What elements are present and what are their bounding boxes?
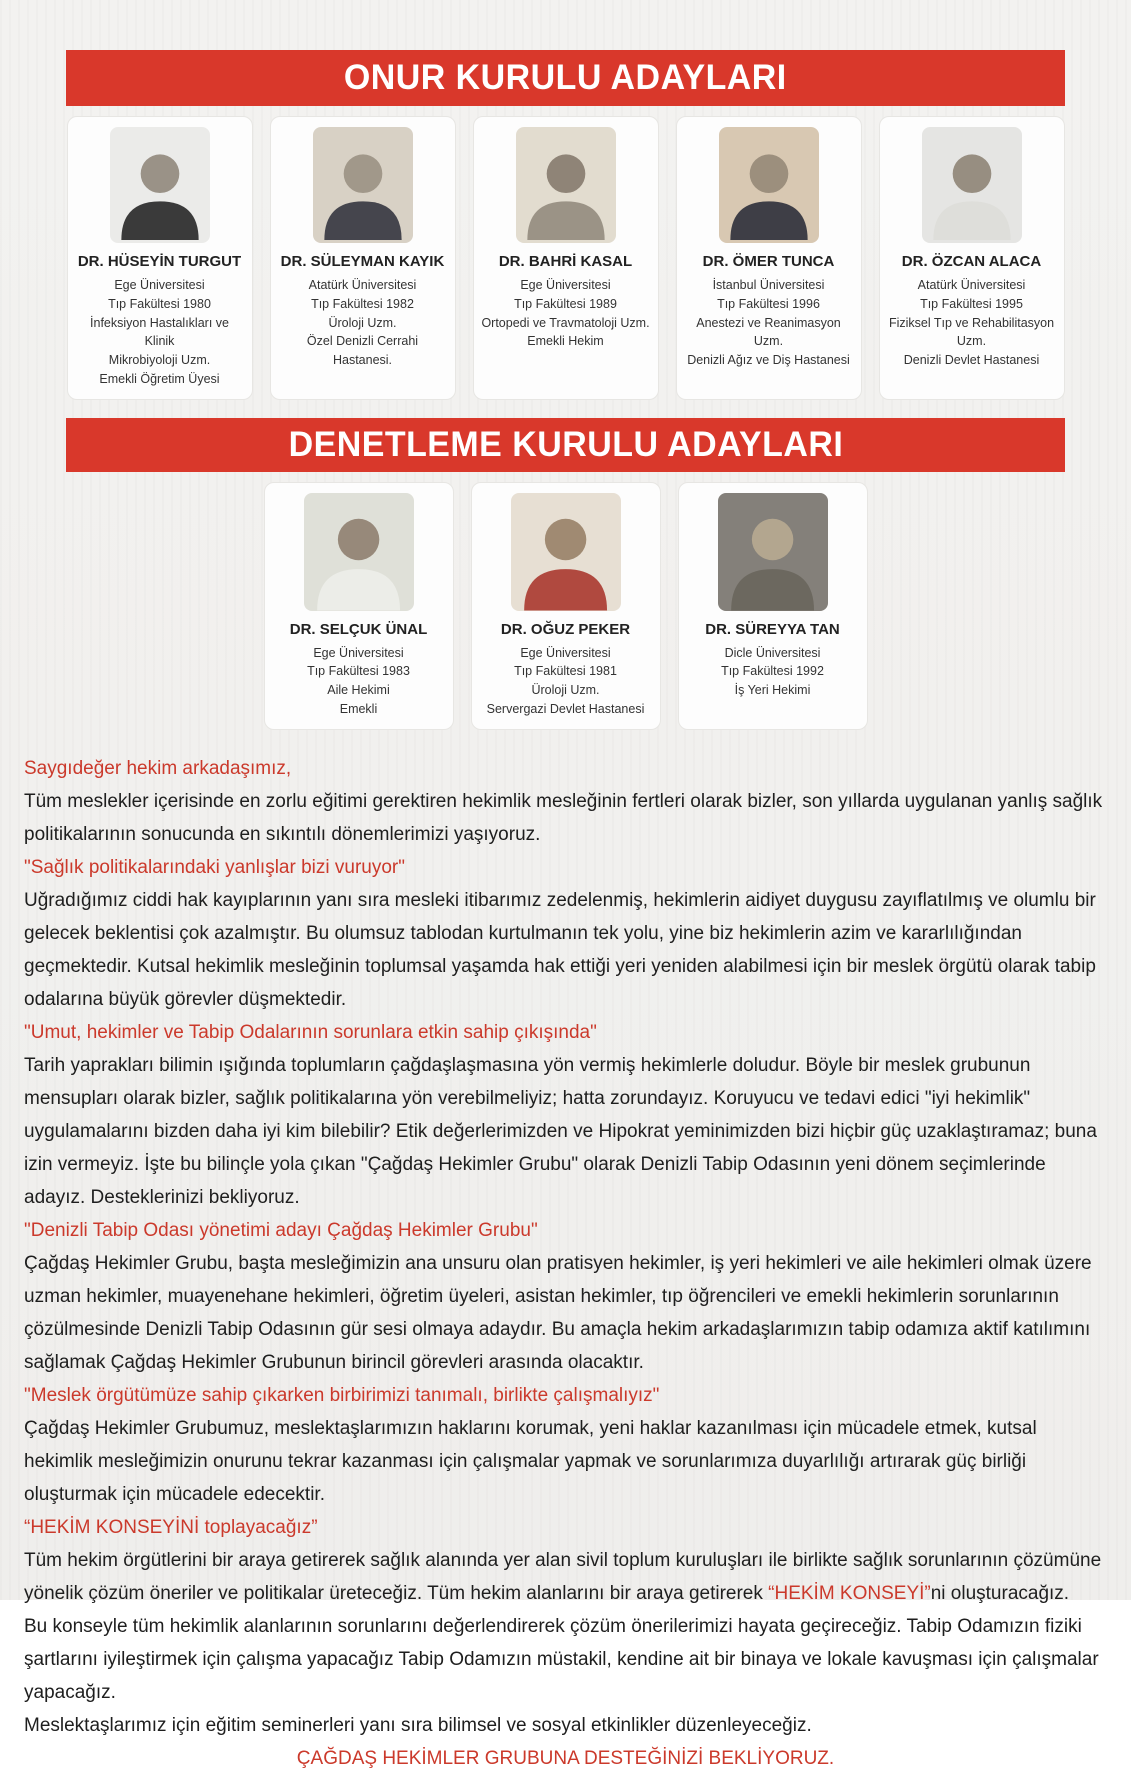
honor-board-banner <box>66 50 1065 106</box>
candidate-detail-line: Emekli Öğretim Üyesi <box>99 371 220 386</box>
candidate-detail-line: Denizli Ağız ve Diş Hastanesi <box>687 353 850 367</box>
candidate-card <box>270 116 456 400</box>
candidate-detail-line: Ege Üniversitesi <box>313 645 404 660</box>
candidate-details <box>683 276 855 370</box>
red-emphasis: “HEKİM KONSEYİ” <box>768 1582 931 1604</box>
candidate-detail-line: Tıp Fakültesi 1995 <box>920 296 1023 311</box>
person-silhouette-icon <box>723 136 815 243</box>
letter-heading: "Sağlık politikalarındaki yanlışlar bizi vuruyor" <box>24 856 405 878</box>
letter-heading: "Meslek örgütümüze sahip çıkarken birbirimizi tanımalı, birlikte çalışmalıyız" <box>24 1384 660 1406</box>
candidate-details <box>307 644 410 719</box>
letter-heading: "Denizli Tabip Odası yönetimi adayı Çağdaş Hekimler Grubu" <box>24 1219 538 1241</box>
candidate-card <box>879 116 1065 400</box>
candidate-detail-line: Anestezi ve Reanimasyon Uzm. <box>696 315 841 349</box>
candidate-photo <box>516 127 616 243</box>
candidate-detail-line: Üroloji Uzm. <box>531 683 600 697</box>
candidate-name: DR. SÜREYYA TAN <box>705 620 840 638</box>
letter <box>24 752 1107 1775</box>
person-silhouette-icon <box>308 502 409 611</box>
candidate-detail-line: Atatürk Üniversitesi <box>917 278 1026 292</box>
candidate-photo <box>110 127 210 243</box>
candidate-card <box>264 482 454 730</box>
honor-board-candidates-row <box>0 116 1131 400</box>
letter-heading: “HEKİM KONSEYİNİ toplayacağız” <box>24 1516 318 1538</box>
letter-paragraph: Tüm hekim örgütlerini bir araya getirerek sağlık alanında yer alan sivil toplum kuruluşları ile birlikte sağlık sorunlarının çözümüne yönelik çözüm öneriler ve politikalar üreteceğiz. Tüm hekim alanlarını bir araya getirerek “HEKİM KONSEYİ”ni oluşturacağız. <box>24 1549 1102 1604</box>
person-silhouette-icon <box>520 136 612 243</box>
candidate-detail-line: Tıp Fakültesi 1983 <box>307 664 410 679</box>
letter-paragraph: Tüm meslekler içerisinde en zorlu eğitimi gerektiren hekimlik mesleğinin fertleri olarak bizler, son yıllarda uygulanan yanlış sağlık politikalarının sonucunda en sıkıntılı dönemlerimizi yaşıyoruz. <box>24 790 1103 845</box>
candidate-detail-line: Ortopedi ve Travmatoloji Uzm. <box>481 315 650 330</box>
candidate-card <box>67 116 253 400</box>
candidate-detail-line: Ege Üniversitesi <box>520 278 611 292</box>
candidate-name: DR. ÖZCAN ALACA <box>901 253 1042 270</box>
candidate-detail-line: Fiziksel Tıp ve Rehabilitasyon Uzm. <box>888 315 1055 349</box>
candidate-detail-line: Ege Üniversitesi <box>520 645 611 660</box>
candidate-detail-line: Tıp Fakültesi 1989 <box>514 296 617 311</box>
candidate-detail-line: İş Yeri Hekimi <box>734 683 811 697</box>
candidate-photo <box>313 127 413 243</box>
candidate-name: DR. ÖMER TUNCA <box>702 253 835 270</box>
candidate-photo <box>718 493 828 611</box>
letter-heading: Saygıdeğer hekim arkadaşımız, <box>24 757 292 779</box>
candidate-detail-line: İnfeksiyon Hastalıkları ve Klinik <box>90 315 229 349</box>
letter-paragraph: Çağdaş Hekimler Grubumuz, meslektaşlarımızın haklarını korumak, yeni haklar kazanılması için mücadele etmek, kutsal hekimlik mesleğimizin onurunu tekrar kazanması için çalışmalar yapmak ve sorunlarımıza duyarlılığı artırarak güç birliği oluşturmak için mücadele edecektir. <box>24 1417 1037 1505</box>
person-silhouette-icon <box>114 136 206 243</box>
candidate-details <box>487 644 645 719</box>
candidate-detail-line: Üroloji Uzm. <box>328 315 397 330</box>
candidate-detail-line: Aile Hekimi <box>327 683 390 697</box>
candidate-photo <box>304 493 414 611</box>
person-silhouette-icon <box>722 502 823 611</box>
candidate-name: DR. BAHRİ KASAL <box>498 253 633 270</box>
letter-paragraph: Tarih yaprakları bilimin ışığında toplumların çağdaşlaşmasına yön vermiş hekimlerle doludur. Böyle bir meslek grubunun mensupları olarak bizler, sağlık politikalarına yön verebilmeliyiz; hatta zorundayız. Koruyucu ve tedavi edici "iyi hekimlik" uygulamalarını bizden daha iyi kim bilebilir? Etik değerlerimizden ve Hipokrat yeminimizden bizi hiçbir güç uzaklaştıramaz; buna izin vermeyiz. İşte bu bilinçle yola çıkan "Çağdaş Hekimler Grubu" olarak Denizli Tabip Odasının yeni dönem seçimlerinde adayız. Desteklerinizi bekliyoruz. <box>24 1054 1097 1208</box>
candidate-detail-line: Tıp Fakültesi 1981 <box>514 664 617 679</box>
honor-board-title: ONUR KURULU ADAYLARI <box>344 58 787 97</box>
candidate-details <box>277 276 449 370</box>
candidate-card <box>473 116 659 400</box>
candidate-detail-line: Dicle Üniversitesi <box>724 645 821 660</box>
candidate-detail-line: Tıp Fakültesi 1992 <box>721 664 824 679</box>
candidate-detail-line: Atatürk Üniversitesi <box>308 278 417 292</box>
candidate-detail-line: İstanbul Üniversitesi <box>712 278 825 292</box>
person-silhouette-icon <box>926 136 1018 243</box>
candidate-name: DR. SELÇUK ÜNAL <box>289 620 428 638</box>
letter-paragraph: Çağdaş Hekimler Grubu, başta mesleğimizin ana unsuru olan pratisyen hekimler, iş yeri hekimleri ve aile hekimleri olmak üzere uzman hekimler, muayenehane hekimleri, öğretim üyeleri, asistan hekimler, tıp öğrencileri ve emekli hekimlerin sorunlarının çözülmesinde Denizli Tabip Odasının gür sesi olmaya adaydır. Bu amaçla hekim arkadaşlarımızın tabip odamıza aktif katılımını sağlamak Çağdaş Hekimler Grubunun birincil görevleri arasında olacaktır. <box>24 1252 1092 1373</box>
candidate-details <box>721 644 824 700</box>
candidate-details <box>886 276 1058 370</box>
letter-paragraph: Bu konseyle tüm hekimlik alanlarının sorunlarını değerlendirerek çözüm önerilerimizi hayata geçireceğiz. Tabip Odamızın fiziki şartlarını iyileştirmek için çalışma yapacağız Tabip Odamızın müstakil, kendine ait bir binaya ve lokale kavuşması için çalışmalar yapacağız. <box>24 1615 1099 1703</box>
audit-board-banner <box>66 418 1065 472</box>
candidate-detail-line: Özel Denizli Cerrahi Hastanesi. <box>306 334 419 367</box>
candidate-detail-line: Emekli Hekim <box>527 334 604 349</box>
candidate-detail-line: Emekli <box>339 701 378 716</box>
candidate-photo <box>511 493 621 611</box>
candidate-detail-line: Mikrobiyoloji Uzm. <box>108 353 211 367</box>
audit-board-title: DENETLEME KURULU ADAYLARI <box>288 424 843 464</box>
letter-paragraph: Meslektaşlarımız için eğitim seminerleri yanı sıra bilimsel ve sosyal etkinlikler düzenleyeceğiz. <box>24 1714 812 1736</box>
person-silhouette-icon <box>317 136 409 243</box>
letter-heading: "Umut, hekimler ve Tabip Odalarının sorunlara etkin sahip çıkışında" <box>24 1021 597 1043</box>
candidate-detail-line: Tıp Fakültesi 1982 <box>311 296 414 311</box>
letter-paragraph: Uğradığımız ciddi hak kayıplarının yanı sıra mesleki itibarımız zedelenmiş, hekimlerin aidiyet duygusu zayıflatılmış ve olumlu bir gelecek beklentisi çok azalmıştır. Bu olumsuz tablodan kurtulmanın tek yolu, yine biz hekimlerin azim ve kararlılığından geçmektedir. Kutsal hekimlik mesleğinin toplumsal yaşamda hak ettiği yeri yeniden alabilmesi için bir meslek örgütü olarak tabip odalarına büyük görevler düşmektedir. <box>24 889 1096 1010</box>
candidate-photo <box>922 127 1022 243</box>
candidate-card <box>471 482 661 730</box>
candidate-detail-line: Ege Üniversitesi <box>114 278 205 292</box>
candidate-detail-line: Denizli Devlet Hastanesi <box>903 353 1040 367</box>
candidate-card <box>678 482 868 730</box>
candidate-photo <box>719 127 819 243</box>
candidate-name: DR. HÜSEYİN TURGUT <box>77 253 242 270</box>
person-silhouette-icon <box>515 502 616 611</box>
candidate-detail-line: Servergazi Devlet Hastanesi <box>486 701 645 716</box>
candidate-details <box>74 276 246 389</box>
candidate-name: DR. SÜLEYMAN KAYIK <box>280 253 445 270</box>
candidate-detail-line: Tıp Fakültesi 1980 <box>108 296 211 311</box>
candidate-detail-line: Tıp Fakültesi 1996 <box>717 296 820 311</box>
audit-board-candidates-row <box>0 482 1131 730</box>
candidate-card <box>676 116 862 400</box>
candidate-name: DR. OĞUZ PEKER <box>500 620 631 638</box>
candidate-details <box>481 276 649 351</box>
letter-heading: ÇAĞDAŞ HEKİMLER GRUBUNA DESTEĞİNİZİ BEKLİYORUZ. <box>296 1747 835 1769</box>
